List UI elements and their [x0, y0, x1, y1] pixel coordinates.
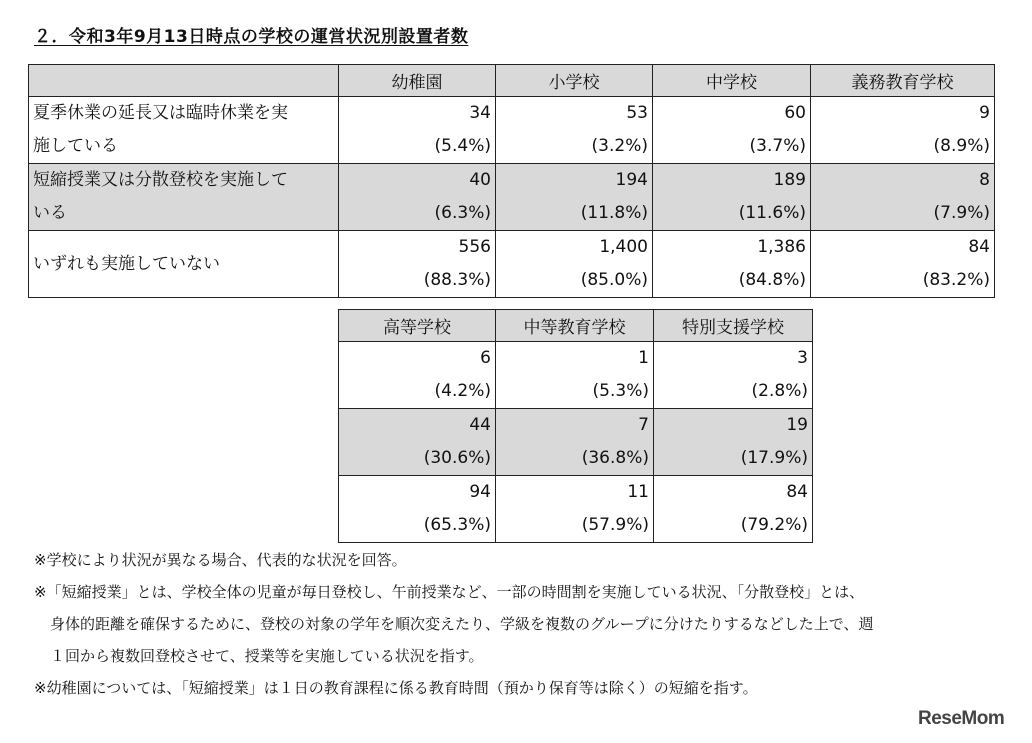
table-row: [339, 342, 813, 409]
table-cell: 1 (5.3%): [496, 342, 654, 409]
table-cell: 84 (83.2%): [811, 231, 995, 298]
table-cell: 189 (11.6%): [653, 164, 811, 231]
table-cell: 1,386 (84.8%): [653, 231, 811, 298]
row-label: 夏季休業の延長又は臨時休業を実 施している: [29, 97, 339, 164]
table-cell: 8 (7.9%): [811, 164, 995, 231]
header-cell-high-school: 高等学校: [339, 310, 496, 342]
table-cell: 6 (4.2%): [339, 342, 496, 409]
header-cell-special-support: 特別支援学校: [654, 310, 813, 342]
footnote: ※「短縮授業」とは、学校全体の児童が毎日登校し、午前授業など、一部の時間割を実施している状況、「分散登校」とは、: [34, 583, 865, 601]
footnotes: [34, 544, 994, 704]
resemom-logo: ReseMom: [918, 708, 1005, 729]
table-row: [29, 97, 995, 164]
table-cell: 44 (30.6%): [339, 409, 496, 476]
table-row: [339, 409, 813, 476]
status-table-primary: [28, 64, 995, 298]
header-cell-kindergarten: 幼稚園: [339, 65, 496, 97]
table-cell: 53 (3.2%): [496, 97, 653, 164]
table-cell: 3 (2.8%): [654, 342, 813, 409]
table-cell: 556 (88.3%): [339, 231, 496, 298]
header-cell-elementary: 小学校: [496, 65, 653, 97]
table-row: [29, 164, 995, 231]
table-header-row: [29, 65, 995, 97]
status-table-secondary: [338, 309, 813, 543]
table-cell: 60 (3.7%): [653, 97, 811, 164]
table-cell: 194 (11.8%): [496, 164, 653, 231]
footnote: ※学校により状況が異なる場合、代表的な状況を回答。: [34, 551, 407, 569]
table-cell: 34 (5.4%): [339, 97, 496, 164]
table-cell: 7 (36.8%): [496, 409, 654, 476]
header-cell-blank: [29, 65, 339, 97]
table-cell: 1,400 (85.0%): [496, 231, 653, 298]
header-cell-secondary: 中等教育学校: [496, 310, 654, 342]
footnote: 身体的距離を確保するために、登校の対象の学年を順次変えたり、学級を複数のグループに分けたりするなどした上で、週: [50, 615, 874, 633]
table-cell: 11 (57.9%): [496, 476, 654, 543]
table-cell: 19 (17.9%): [654, 409, 813, 476]
table-cell: 9 (8.9%): [811, 97, 995, 164]
header-cell-junior-high: 中学校: [653, 65, 811, 97]
table-row: [29, 231, 995, 298]
table-cell: 40 (6.3%): [339, 164, 496, 231]
table-cell: 94 (65.3%): [339, 476, 496, 543]
row-label: 短縮授業又は分散登校を実施して いる: [29, 164, 339, 231]
table-row: [339, 476, 813, 543]
header-cell-compulsory: 義務教育学校: [811, 65, 995, 97]
footnote: ※幼稚園については、「短縮授業」は１日の教育課程に係る教育時間（預かり保育等は除く）の短縮を指す。: [34, 679, 758, 697]
table-header-row: [339, 310, 813, 342]
table-cell: 84 (79.2%): [654, 476, 813, 543]
footnote: １回から複数回登校させて、授業等を実施している状況を指す。: [50, 647, 484, 665]
page-title: ２．令和3年9月13日時点の学校の運営状況別設置者数: [34, 27, 469, 47]
row-label: いずれも実施していない: [29, 231, 339, 298]
